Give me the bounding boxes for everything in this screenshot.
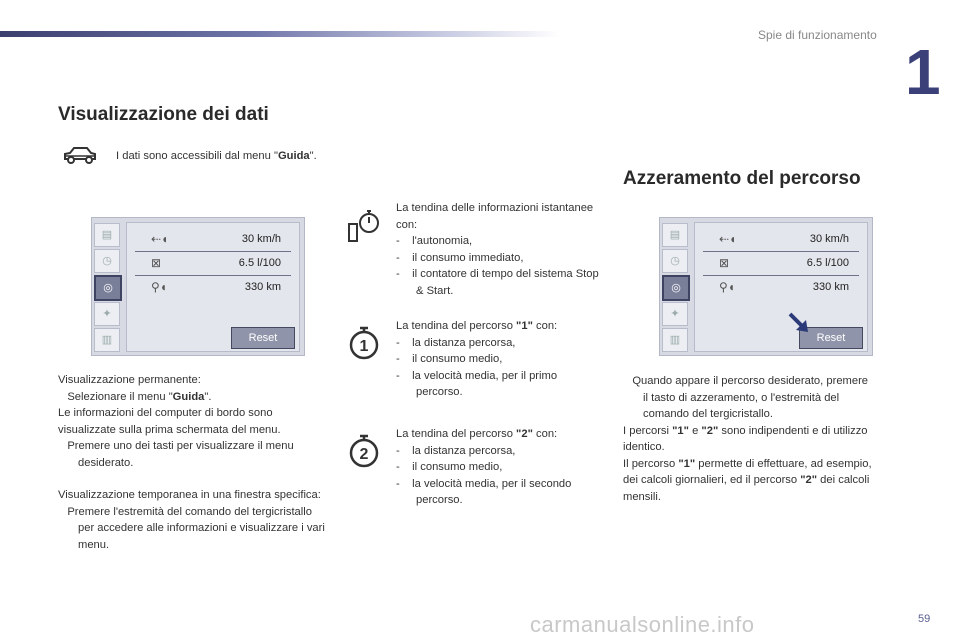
trip-independence-text: I percorsi "1" e "2" sono indipendenti e di utilizzo identico. xyxy=(623,424,868,453)
row-speed-2: ⇠◖ 30 km/h xyxy=(703,229,859,252)
trip-1-block: La tendina del percorso "1" con: - la distanza percorsa, - il consumo medio, - la velocità media, per il primo percorso. xyxy=(396,320,558,398)
menu-button-trip-selected[interactable]: ◎ xyxy=(94,275,122,301)
trip-2-icon-digit: 2 xyxy=(359,446,369,463)
fuel-icon-2: ⊠ xyxy=(719,256,730,270)
row-range-2: ⚲◖ 330 km xyxy=(719,280,849,294)
row-consumption-2: ⊠ 6.5 l/100 xyxy=(703,253,859,276)
section-title: Spie di funzionamento xyxy=(758,28,877,42)
page-number: 59 xyxy=(918,613,931,625)
display-screen-left xyxy=(91,217,305,356)
bullet-reset-trip: Quando appare il percorso desiderato, premere il tasto di azzeramento, o l'estremità del comando del tergicristallo. xyxy=(632,375,869,420)
bullet-wiper-stalk: Premere l'estremità del comando del tergicristallo per accedere alle informazioni e visualizzare i vari menu. xyxy=(67,505,325,551)
intro-text: I dati sono accessibili dal menu "Guida". xyxy=(116,150,317,162)
menu-button-trip-selected-2[interactable]: ◎ xyxy=(662,275,690,301)
arrow-pointer-icon xyxy=(788,312,810,334)
permanent-display-label: Visualizzazione permanente: xyxy=(58,374,201,386)
menu-button-clock[interactable]: ◷ xyxy=(94,249,120,273)
car-speed-icon: ⇠◖ xyxy=(151,232,169,246)
reset-button-2[interactable]: Reset xyxy=(799,327,863,349)
row-consumption: ⊠ 6.5 l/100 xyxy=(135,253,291,276)
menu-button-hybrid[interactable]: ✦ xyxy=(94,302,120,326)
menu-button-info-2[interactable]: ▤ xyxy=(662,223,688,247)
header-bar xyxy=(0,31,560,37)
trip-1-icon-digit: 1 xyxy=(359,338,369,355)
stopwatch-icon xyxy=(347,208,381,244)
display-panel-2 xyxy=(694,222,868,352)
trip-2-icon xyxy=(348,433,380,469)
bullet-press-key: Premere uno dei tasti per visualizzare il menu desiderato. xyxy=(67,440,294,469)
menu-button-clock-2[interactable]: ◷ xyxy=(662,249,688,273)
right-body-text xyxy=(623,373,873,505)
row-speed: ⇠◖ 30 km/h xyxy=(135,229,291,252)
display-screen-right xyxy=(659,217,873,356)
trip-usage-text: Il percorso "1" permette di effettuare, ad esempio, dei calcoli giornalieri, ed il percorso "2" dei calcoli mensili. xyxy=(623,457,872,503)
trip-1-icon xyxy=(348,325,380,361)
row-range: ⚲◖ 330 km xyxy=(151,280,281,294)
reset-button[interactable]: Reset xyxy=(231,327,295,349)
bullet-select-menu: Selezionare il menu "Guida". xyxy=(67,390,212,403)
chapter-number: 1 xyxy=(905,36,941,108)
title-trip-reset: Azzeramento del percorso xyxy=(623,168,861,189)
menu-button-info[interactable]: ▤ xyxy=(94,223,120,247)
instant-info-block: La tendina delle informazioni istantanee con: - l'autonomia, - il consumo immediato, - il contatore di tempo del sistema Stop & Start. xyxy=(396,202,599,297)
car-range-icon: ⚲◖ xyxy=(151,280,168,294)
car-icon xyxy=(62,145,98,165)
menu-button-hybrid-2[interactable]: ✦ xyxy=(662,302,688,326)
menu-button-stats-2[interactable]: ▥ xyxy=(662,328,688,352)
temporary-display-label: Visualizzazione temporanea in una finestra specifica: xyxy=(58,489,321,501)
left-body-text xyxy=(58,372,326,553)
display-panel xyxy=(126,222,300,352)
title-data-display: Visualizzazione dei dati xyxy=(58,104,269,125)
fuel-icon: ⊠ xyxy=(151,256,162,270)
menu-button-stats[interactable]: ▥ xyxy=(94,328,120,352)
trip-2-block: La tendina del percorso "2" con: - la distanza percorsa, - il consumo medio, - la velocità media, per il secondo percorso. xyxy=(396,428,572,506)
permanent-display-text: Le informazioni del computer di bordo sono visualizzate sulla prima schermata del menu. xyxy=(58,407,281,436)
car-speed-icon-2: ⇠◖ xyxy=(719,232,737,246)
car-range-icon-2: ⚲◖ xyxy=(719,280,736,294)
watermark: carmanualsonline.info xyxy=(530,612,755,637)
